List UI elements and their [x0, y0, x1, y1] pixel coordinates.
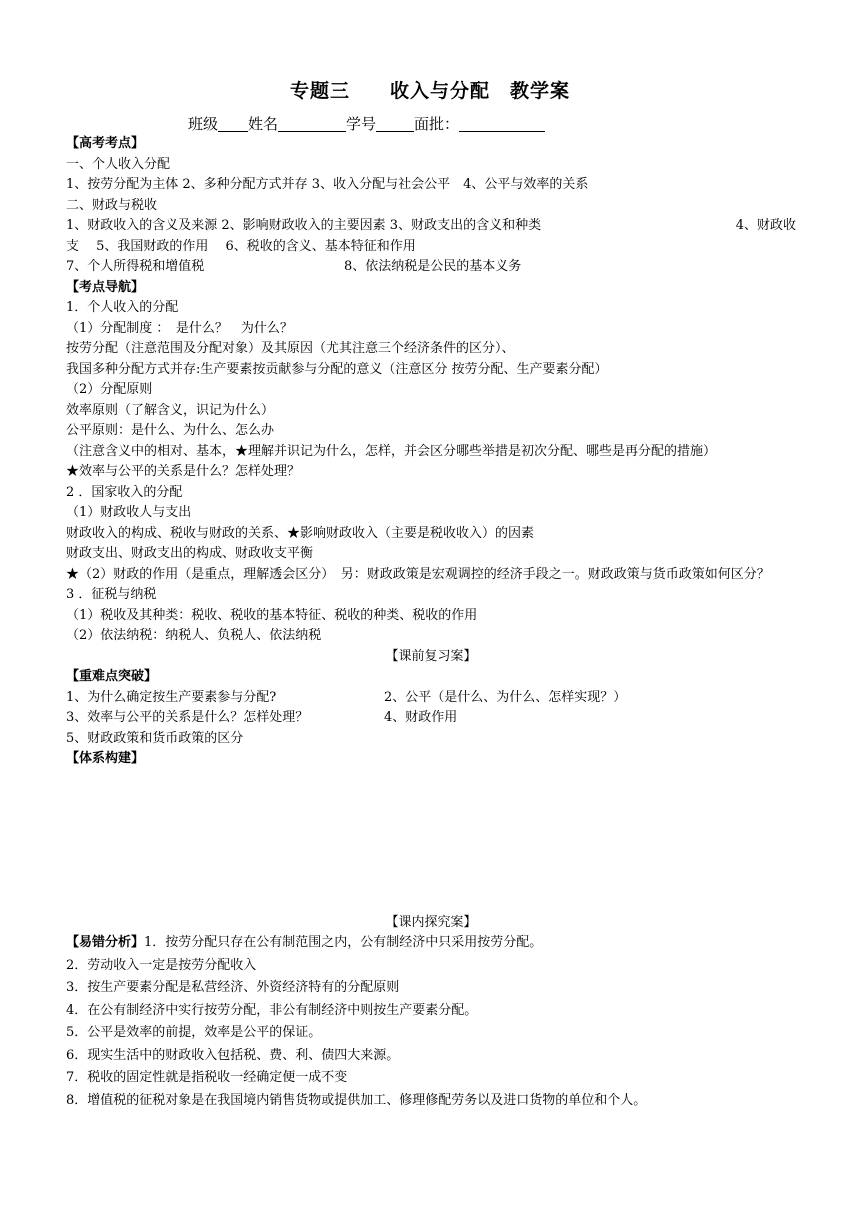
name-blank [278, 116, 346, 132]
guide-line: 公平原则：是什么、为什么、怎么办 [66, 423, 275, 438]
guide-line: （2）依法纳税：纳税人、负税人、依法纳税 [66, 628, 322, 643]
guide-line: 我国多种分配方式并存:生产要素按贡献参与分配的意义（注意区分 按劳分配、生产要素分配） [66, 361, 608, 377]
error-item: 6．现实生活中的财政收入包括税、费、利、债四大来源。 [66, 1047, 400, 1063]
guide-line: ★效率与公平的关系是什么？怎样处理？ [66, 464, 301, 479]
page-title: 专题三 收入与分配 教学案 [289, 80, 570, 102]
error-item: 8．增值税的征税对象是在我国境内销售货物或提供加工、修理修配劳务以及进口货物的单位和个人。 [66, 1092, 647, 1108]
difficulty-heading: 【重难点突破】 [66, 669, 158, 684]
system-heading: 【体系构建】 [66, 751, 145, 766]
error-item: 4．在公有制经济中实行按劳分配，非公有制经济中则按生产要素分配。 [66, 1002, 478, 1018]
guide-line: （1）税收及其种类：税收、税收的基本特征、税收的种类、税收的作用 [66, 607, 478, 623]
difficulty-row [66, 708, 796, 729]
guide-line: （1）分配制度 ： 是什么？ 为什么？ [66, 320, 293, 336]
class-blank [218, 116, 248, 132]
guide-paragraph: （注意含义中的相对、基本，★理解并识记为什么，怎样，并会区分哪些举措是初次分配、哪些是再分配的措施） [66, 443, 717, 459]
number-blank [376, 116, 414, 132]
name-label: 姓名 [248, 115, 279, 133]
guide-line: 效率原则（了解含义，识记为什么） [66, 402, 275, 418]
difficulty-row [66, 688, 796, 709]
review-label: 面批： [414, 115, 460, 133]
review-blank [459, 116, 545, 132]
error-item: 3．按生产要素分配是私营经济、外资经济特有的分配原则 [66, 980, 400, 995]
gaokao-section2-line1 [66, 216, 796, 237]
error-item [66, 933, 796, 956]
student-info-line [188, 113, 545, 134]
difficulty-question: 1、为什么确定按生产要素参与分配? [66, 689, 277, 705]
guide-paragraph: ★（2）财政的作用（是重点，理解透会区分） 另：财政政策是宏观调控的经济手段之一。财政政策与货币政策如何区分？ [66, 566, 770, 582]
difficulty-question: 5、财政政策和货币政策的区分 [66, 730, 244, 746]
document-body [66, 134, 796, 1113]
gaokao-section1-title: 一、个人收入分配 [66, 156, 171, 172]
gaokao-section2-line1-left: 1、财政收入的含义及来源 2、影响财政收入的主要因素 3、财政支出的含义和种类 [66, 218, 542, 233]
error-item-text: 1．按劳分配只存在公有制范围之内，公有制经济中只采用按劳分配。 [144, 935, 543, 950]
guide-line: 3 ．征税与纳税 [66, 587, 157, 602]
guide-heading: 【考点导航】 [66, 279, 145, 295]
errors-heading: 【易错分析】 [66, 935, 145, 950]
number-label: 学号 [346, 115, 377, 133]
guide-line: 财政支出、财政支出的构成、财政收支平衡 [66, 546, 314, 561]
preview-heading: 【课前复习案】 [385, 648, 477, 664]
gaokao-heading: 【高考考点】 [66, 136, 145, 151]
gaokao-section2-line1-right: 4、财政收 [735, 218, 796, 233]
class-label: 班级 [188, 115, 219, 133]
guide-line: 1．个人收入的分配 [66, 300, 179, 315]
gaokao-section2-line3-right: 8、依法纳税是公民的基本义务 [344, 259, 522, 274]
gaokao-section2-line2: 支 5、我国财政的作用 6、税收的含义、基本特征和作用 [66, 238, 416, 254]
error-item: 2．劳动收入一定是按劳分配收入 [66, 957, 257, 973]
gaokao-section1-items: 1、按劳分配为主体 2、多种分配方式并存 3、收入分配与社会公平 4、公平与效率的关系 [66, 177, 589, 192]
guide-line: （1）财政收人与支出 [66, 505, 192, 520]
gaokao-section2-line3 [66, 257, 796, 278]
difficulty-question: 2、公平（是什么、为什么、怎样实现？） [384, 689, 627, 705]
guide-line: 按劳分配（注意范围及分配对象）及其原因（尤其注意三个经济条件的区分）、 [66, 341, 515, 356]
gaokao-section2-line3-left: 7、个人所得税和增值税 [66, 259, 205, 274]
guide-line: 财政收入的构成、税收与财政的关系、★影响财政收入（主要是税收收入）的因素 [66, 525, 535, 541]
difficulty-question: 4、财政作用 [384, 710, 458, 725]
guide-line: （2）分配原则 [66, 382, 153, 397]
system-blank-area [66, 770, 796, 913]
inclass-heading: 【课内探究案】 [385, 914, 477, 930]
guide-line: 2 ．国家收入的分配 [66, 484, 183, 500]
error-item: 5．公平是效率的前提，效率是公平的保证。 [66, 1025, 322, 1040]
difficulty-question: 3、效率与公平的关系是什么？怎样处理？ [66, 710, 309, 725]
error-item: 7．税收的固定性就是指税收一经确定便一成不变 [66, 1070, 348, 1085]
gaokao-section2-title: 二、财政与税收 [66, 197, 158, 213]
